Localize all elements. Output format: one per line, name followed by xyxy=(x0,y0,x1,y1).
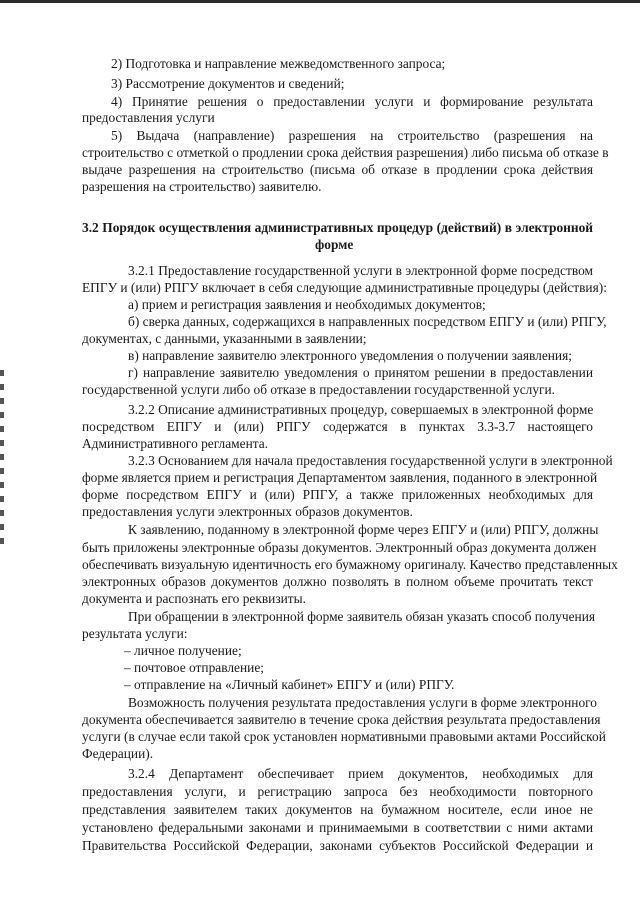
text-line: результата услуги: xyxy=(82,626,188,641)
section-heading: 3.2 Порядок осуществления административных процедур (действий) в электронной xyxy=(82,220,593,235)
text-line: форме является прием и регистрация Департаментом заявления, поданного в электронной xyxy=(82,470,598,485)
paragraph-3-2-4: 3.2.4 Департамент обеспечивает прием документов, необходимых для xyxy=(128,766,593,781)
list-item-3: 3) Рассмотрение документов и сведений; xyxy=(111,76,345,91)
text-line: б) сверка данных, содержащихся в направленных посредством ЕПГУ и (или) РПГУ, xyxy=(128,314,607,329)
text-line: электронных образов документов должно позволять в полном объеме прочитать текст xyxy=(82,574,593,589)
text-line: государственной услуги либо об отказе в предоставлении государственной услуги. xyxy=(82,382,556,397)
list-item-4: 4) Принятие решения о предоставлении услуги и формирование результата xyxy=(111,94,593,109)
text-line: предоставления услуги xyxy=(82,110,215,125)
text-line: Правительства Российской Федерации, законами субъектов Российской Федерации и xyxy=(82,838,593,853)
text-line: Федерации). xyxy=(82,746,154,761)
list-item-2: 2) Подготовка и направление межведомственного запроса; xyxy=(111,56,446,71)
scan-top-edge xyxy=(0,0,640,3)
text-line: предоставления услуги, и регистрацию запроса без необходимости повторного xyxy=(82,784,593,799)
text-line: быть приложены электронные образы документов. Электронный образ документа должен xyxy=(82,540,597,555)
dash-list-item: – личное получение; xyxy=(124,643,242,658)
dash-list-item: – почтовое отправление; xyxy=(124,660,264,675)
text-line: ЕПГУ и (или) РПГУ включает в себя следующие административные процедуры (действия): xyxy=(82,280,607,295)
text-line: обеспечивать визуальную идентичность его бумажному оригиналу. Качество представленных xyxy=(82,557,618,572)
dash-list-item: – отправление на «Личный кабинет» ЕПГУ и (или) РПГУ. xyxy=(124,677,455,692)
text-line: услуги (в случае если такой срок установлен нормативными правовыми актами Российской xyxy=(82,729,606,744)
paragraph-3-2-2: 3.2.2 Описание административных процедур, совершаемых в электронной форме xyxy=(128,402,594,417)
paragraph-3-2-1: 3.2.1 Предоставление государственной услуги в электронной форме посредством xyxy=(128,263,593,278)
scan-binding-marks xyxy=(0,370,4,550)
text-line: установлено федеральными законами и принимаемыми в соответствии с ними актами xyxy=(82,820,593,835)
paragraph-electronic-result: Возможность получения результата предоставления услуги в форме электронного xyxy=(128,695,598,710)
text-line: выдаче разрешения на строительство (письма об отказе в продлении срока действия xyxy=(82,162,593,177)
text-line: Административного регламента. xyxy=(82,436,269,451)
text-line: в) направление заявителю электронного уведомления о получении заявления; xyxy=(128,348,572,363)
text-line: разрешения на строительство) заявителю. xyxy=(82,179,322,194)
list-item-5: 5) Выдача (направление) разрешения на строительство (разрешения на xyxy=(111,128,593,143)
text-line: документах, с данными, указанными в заявлении; xyxy=(82,331,367,346)
text-line: представления заявителем таких документов на бумажном носителе, если иное не xyxy=(82,802,593,817)
text-line: документа обеспечивается заявителю в течение срока действия результата предоставления xyxy=(82,712,601,727)
paragraph-result-method: При обращении в электронной форме заявитель обязан указать способ получения xyxy=(128,609,596,624)
paragraph-3-2-3: 3.2.3 Основанием для начала предоставления государственной услуги в электронной xyxy=(128,453,613,468)
text-line: форме посредством ЕПГУ и (или) РПГУ, а также приложенных необходимых для xyxy=(82,487,593,502)
section-heading-cont: форме xyxy=(315,237,354,252)
text-line: документа и распознать его реквизиты. xyxy=(82,591,306,606)
text-line: г) направление заявителю уведомления о принятом решении в предоставлении xyxy=(128,365,593,380)
text-line: предоставления услуги электронных образов документов. xyxy=(82,504,413,519)
text-line: а) прием и регистрация заявления и необходимых документов; xyxy=(128,297,486,312)
text-line: посредством ЕПГУ и (или) РПГУ содержатся в пунктах 3.3-3.7 настоящего xyxy=(82,419,593,434)
text-line: строительство с отметкой о продлении срока действия разрешения) либо письма об отказе в xyxy=(82,145,609,160)
paragraph-attachments: К заявлению, поданному в электронной форме через ЕПГУ и (или) РПГУ, должны xyxy=(128,522,599,537)
